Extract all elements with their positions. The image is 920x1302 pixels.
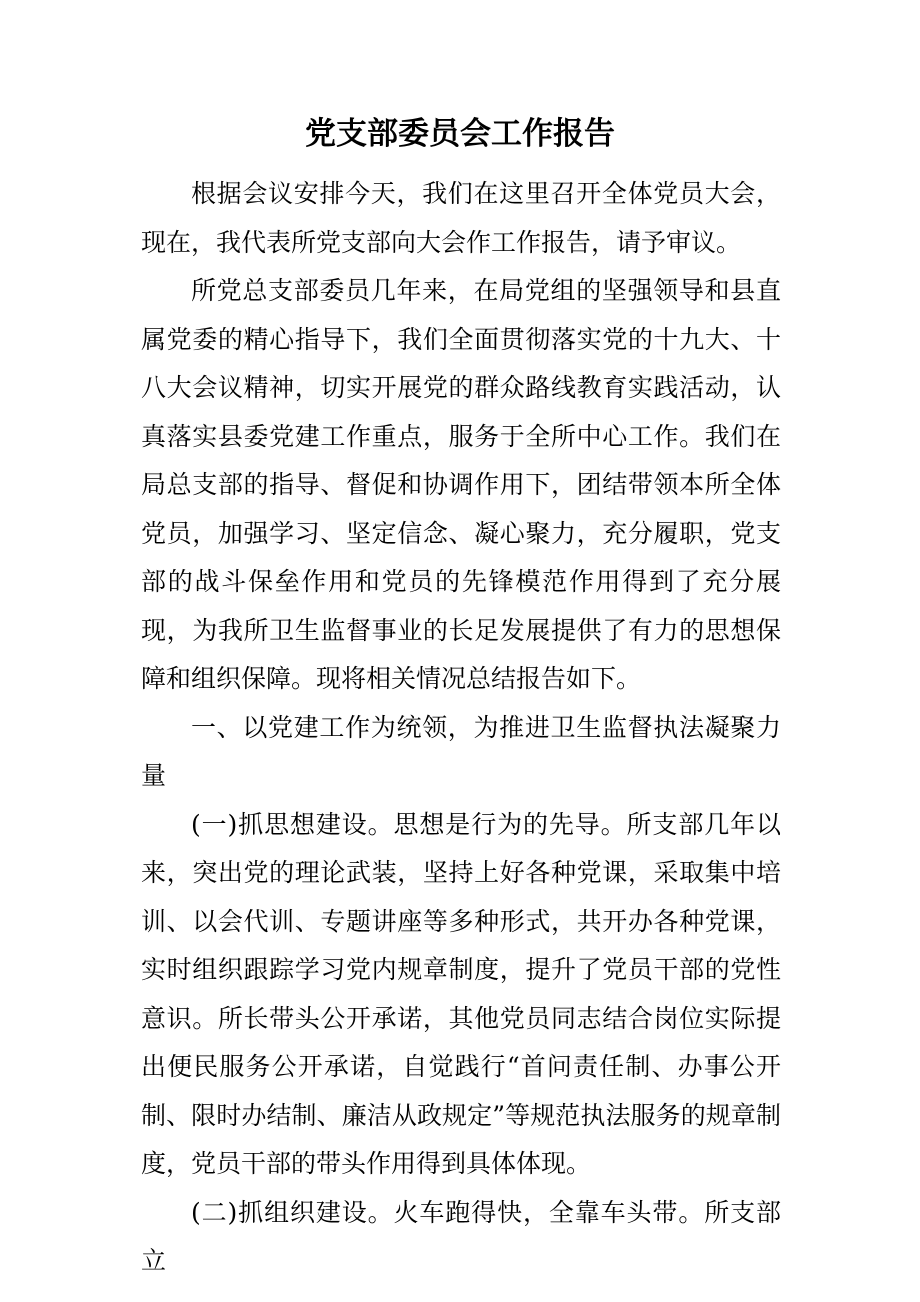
paragraph-opening: 根据会议安排今天，我们在这里召开全体党员大会，现在，我代表所党支部向大会作工作报告，请予审议。	[141, 179, 781, 257]
section-heading-1: 一、以党建工作为统领，为推进卫生监督执法凝聚力量	[141, 712, 781, 790]
document-body	[141, 170, 781, 1286]
paragraph-ideology: (一)抓思想建设。思想是行为的先导。所支部几年以来，突出党的理论武装，坚持上好各种党课，采取集中培训、以会代训、专题讲座等多种形式，共开办各种党课，实时组织跟踪学习党内规章制度，提升了党员干部的党性意识。所长带头公开承诺，其他党员同志结合岗位实际提出便民服务公开承诺，自觉践行“首问责任制、办事公开制、限时办结制、廉洁从政规定”等规范执法服务的规章制度，党员干部的带头作用得到具体体现。	[141, 809, 781, 1178]
document-title: 党支部委员会工作报告	[305, 116, 615, 152]
paragraph-organization: (二)抓组织建设。火车跑得快，全靠车头带。所支部立	[141, 1197, 781, 1275]
paragraph-overview: 所党总支部委员几年来，在局党组的坚强领导和县直属党委的精心指导下，我们全面贯彻落实党的十九大、十八大会议精神，切实开展党的群众路线教育实践活动，认真落实县委党建工作重点，服务于全所中心工作。我们在局总支部的指导、督促和协调作用下，团结带领本所全体党员，加强学习、坚定信念、凝心聚力，充分履职，党支部的战斗保垒作用和党员的先锋模范作用得到了充分展现，为我所卫生监督事业的长足发展提供了有力的思想保障和组织保障。现将相关情况总结报告如下。	[141, 276, 781, 693]
